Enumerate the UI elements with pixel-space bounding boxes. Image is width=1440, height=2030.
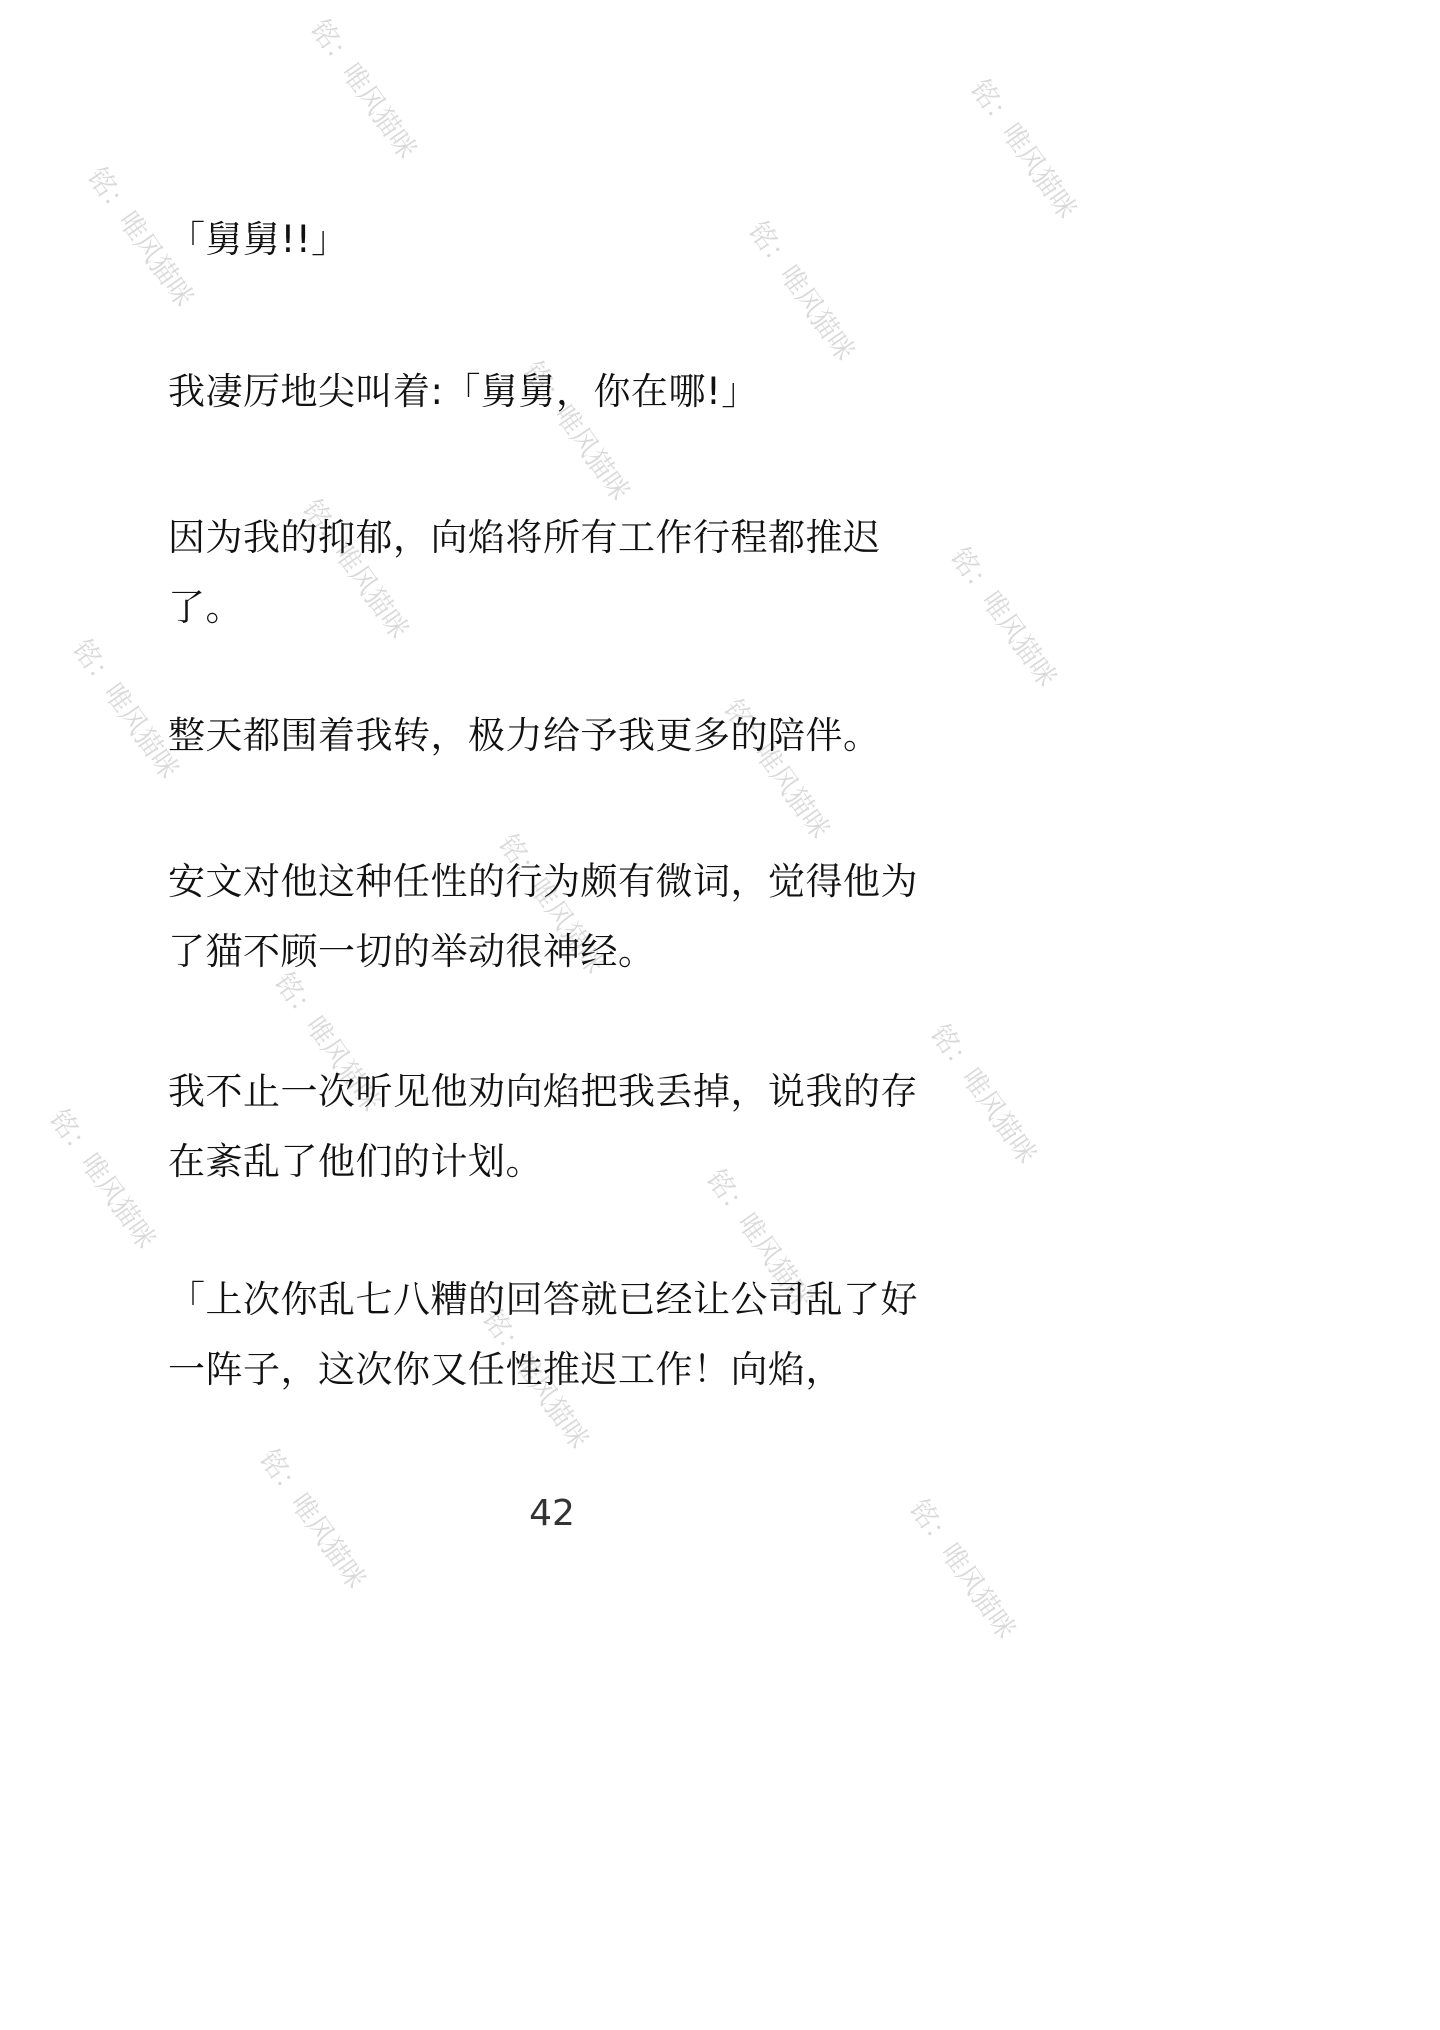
watermark-text: 铭：唯风猫咪 [902, 1494, 1022, 1645]
watermark-text: 铭：唯风猫咪 [741, 216, 861, 367]
watermark-text: 铭：唯风猫咪 [303, 14, 423, 165]
watermark-text: 铭：唯风猫咪 [252, 1444, 372, 1595]
watermark-text: 铭：唯风猫咪 [475, 1304, 595, 1455]
watermark-text: 铭：唯风猫咪 [80, 162, 200, 313]
paragraph: 我不止一次听见他劝向焰把我丢掉，说我的存在紊乱了他们的计划。 [168, 1070, 918, 1183]
paragraph: 我凄厉地尖叫着:「舅舅，你在哪!」 [168, 370, 759, 413]
watermark-text: 铭：唯风猫咪 [699, 1164, 819, 1315]
watermark-text: 铭：唯风猫咪 [295, 494, 415, 645]
page-number: 42 [529, 1493, 575, 1534]
paragraph: 因为我的抑郁，向焰将所有工作行程都推迟了。 [168, 516, 881, 629]
watermark-text: 铭：唯风猫咪 [65, 634, 185, 785]
watermark-text: 铭：唯风猫咪 [491, 829, 611, 980]
watermark-text: 铭：唯风猫咪 [963, 74, 1083, 225]
watermark-text: 铭：唯风猫咪 [516, 356, 636, 507]
paragraph: 「舅舅!!」 [168, 218, 349, 261]
paragraph: 「上次你乱七八糟的回答就已经让公司乱了好一阵子，这次你又任性推迟工作！向焰， [168, 1278, 918, 1391]
watermark-text: 铭：唯风猫咪 [716, 694, 836, 845]
paragraph: 整天都围着我转，极力给予我更多的陪伴。 [168, 714, 881, 757]
paragraph: 安文对他这种任性的行为颇有微词，觉得他为了猫不顾一切的举动很神经。 [168, 860, 918, 973]
watermark-text: 铭：唯风猫咪 [42, 1104, 162, 1255]
watermark-text: 铭：唯风猫咪 [267, 967, 387, 1118]
watermark-text: 铭：唯风猫咪 [923, 1019, 1043, 1170]
watermark-text: 铭：唯风猫咪 [943, 542, 1063, 693]
